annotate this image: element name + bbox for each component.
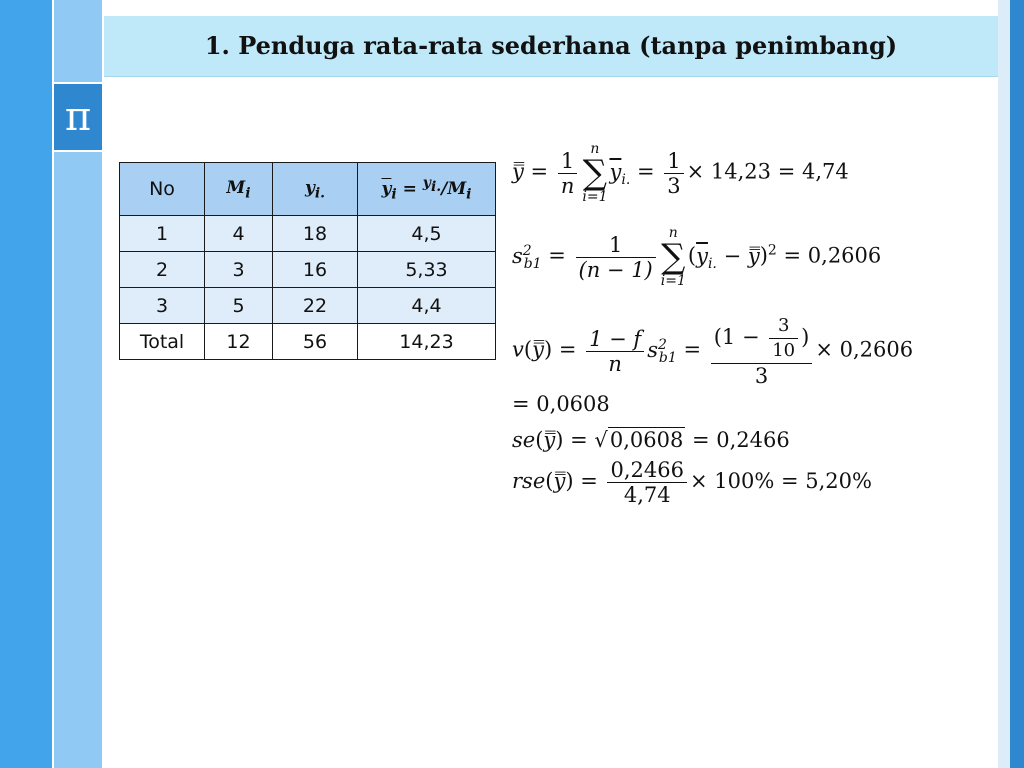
cell: 4,4	[358, 288, 496, 324]
header-mi: $M_i$	[205, 163, 273, 216]
data-table	[119, 162, 496, 360]
header-yi: $y_{i.}$	[273, 163, 358, 216]
cell: 4,5	[358, 216, 496, 252]
cell: 3	[120, 288, 205, 324]
formula-se: se(y̿) = √0,0608 = 0,2466	[512, 428, 790, 452]
pi-icon: π	[54, 84, 102, 150]
cell: 1	[120, 216, 205, 252]
formula-mean: y̿ = $\frac{1}{n}$ n ∑ i=1 $\overline{y}_{i.}$ = $\frac{1}{3}$ × 14,23 = 4,74	[512, 141, 849, 205]
cell: 56	[273, 324, 358, 360]
cell: 16	[273, 252, 358, 288]
table-header-row	[120, 163, 496, 216]
right-accent-band	[1010, 0, 1024, 768]
table-row	[120, 216, 496, 252]
left-accent-band	[0, 0, 52, 768]
cell: 5,33	[358, 252, 496, 288]
right-light-band	[998, 0, 1010, 768]
cell: 2	[120, 252, 205, 288]
formula-v-mean-result: = 0,0608	[512, 392, 610, 416]
header-no: No	[120, 163, 205, 216]
formula-variance-b: $s^2_{b1}$ = $\frac{1}{(n - 1)}$ n ∑ i=1 ($\overline{y}_{i.}$ − y̿)$^2$ = 0,2606	[512, 225, 882, 289]
cell: 4	[205, 216, 273, 252]
title-bar	[104, 16, 998, 77]
header-ybar: $\overline{y}_i = ^{y_{i.}}/M_i$	[358, 163, 496, 216]
table-row	[120, 252, 496, 288]
slide-title: 1. Penduga rata-rata sederhana (tanpa penimbang)	[204, 31, 898, 60]
cell: 18	[273, 216, 358, 252]
cell: 12	[205, 324, 273, 360]
formula-rse: rse(y̿) = $\frac{0,2466}{4,74}$ × 100% = 5,20%	[512, 458, 872, 507]
cell: 3	[205, 252, 273, 288]
cell: 14,23	[358, 324, 496, 360]
band-separator	[54, 150, 102, 152]
cell: Total	[120, 324, 205, 360]
cell: 5	[205, 288, 273, 324]
formula-v-mean: v(y̿) = $\frac{1 - f}{n}$ $s^2_{b1}$ = (1 − $\frac{3}{10}$ ) 3 × 0,2606	[512, 315, 914, 388]
table-total-row	[120, 324, 496, 360]
table-row	[120, 288, 496, 324]
cell: 22	[273, 288, 358, 324]
